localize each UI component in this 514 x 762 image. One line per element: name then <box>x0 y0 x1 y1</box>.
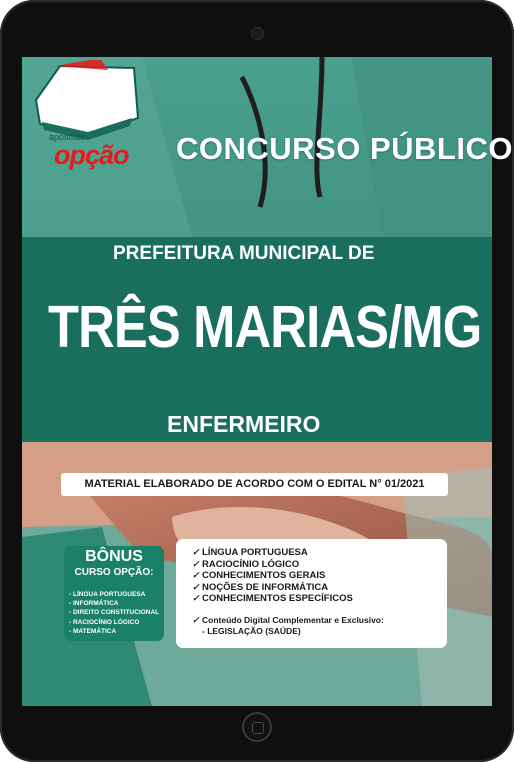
check-icon: ✓ <box>192 547 200 557</box>
check-icon: ✓ <box>192 570 200 580</box>
check-icon: ✓ <box>192 593 200 603</box>
topic-label: LÍNGUA PORTUGUESA <box>202 547 308 558</box>
bonus-item: - INFORMÁTICA <box>69 600 119 608</box>
topic-item <box>192 582 353 594</box>
bonus-box <box>64 546 164 641</box>
topic-item <box>192 593 353 605</box>
bonus-item: - LÍNGUA PORTUGUESA <box>69 591 146 598</box>
topic-label: CONHECIMENTOS ESPECÍFICOS <box>202 593 353 604</box>
topics-box <box>176 539 447 648</box>
check-icon: ✓ <box>192 581 200 592</box>
bonus-title: BÔNUS <box>85 548 143 565</box>
logo-shield <box>30 60 145 142</box>
city-title: TRÊS MARIAS/MG <box>48 294 482 360</box>
page-title: CONCURSO PÚBLICO <box>176 131 513 166</box>
topic-label: RACIOCÍNIO LÓGICO <box>202 558 300 570</box>
camera-icon <box>251 27 264 40</box>
logo-top-text: apostilas <box>49 132 85 142</box>
extra-content <box>192 615 384 626</box>
home-button[interactable] <box>242 712 272 742</box>
material-note: MATERIAL ELABORADO DE ACORDO COM O EDITAL N° 01/2021 <box>61 473 448 496</box>
prefeitura-label: PREFEITURA MUNICIPAL DE <box>113 243 375 264</box>
bonus-subtitle: CURSO OPÇÃO: <box>74 567 154 578</box>
logo-brand-text: opção <box>54 140 129 170</box>
extra-item: - LEGISLAÇÃO (SAÚDE) <box>202 626 301 636</box>
topic-item <box>192 570 353 582</box>
topic-label: NOÇÕES DE INFORMÁTICA <box>202 581 329 593</box>
bonus-item: - RACIOCÍNIO LÓGICO <box>69 618 140 626</box>
bonus-item: - DIREITO CONSTITUCIONAL <box>69 609 160 617</box>
bonus-item: - MATEMÁTICA <box>69 627 117 635</box>
check-icon: ✓ <box>192 558 200 569</box>
topic-label: CONHECIMENTOS GERAIS <box>202 570 326 581</box>
extra-label: Conteúdo Digital Complementar e Exclusivo: <box>202 615 384 625</box>
topic-item <box>192 547 353 559</box>
bonus-list <box>69 590 159 636</box>
topic-list <box>192 547 353 605</box>
topic-item <box>192 559 353 571</box>
cargo-label: ENFERMEIRO <box>167 411 321 437</box>
check-icon: ✓ <box>192 615 200 625</box>
